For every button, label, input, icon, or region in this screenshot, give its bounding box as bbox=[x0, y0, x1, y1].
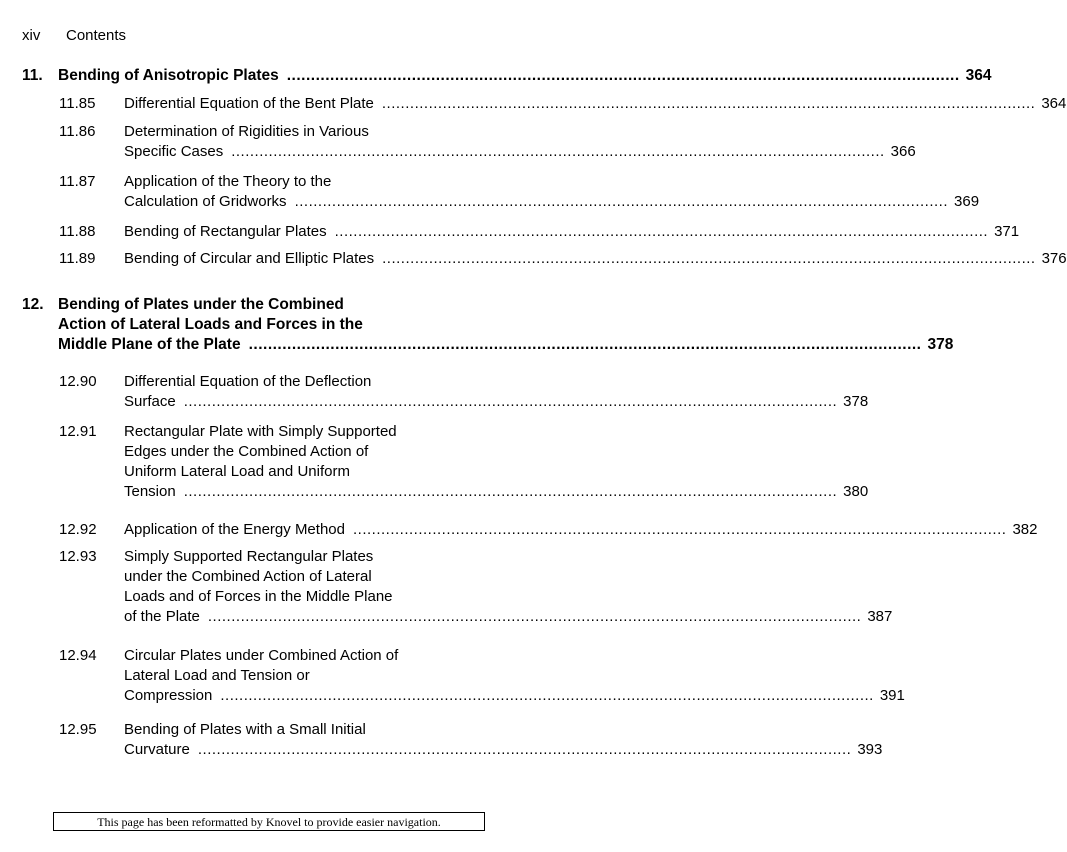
page-number: 366 bbox=[890, 142, 916, 160]
section-title-last-line bbox=[124, 142, 916, 160]
section-number: 11.87 bbox=[59, 173, 96, 190]
section-title-line: of the Plate bbox=[124, 607, 200, 625]
section-title-line: Loads and of Forces in the Middle Plane bbox=[124, 587, 393, 605]
section-number: 12.93 bbox=[59, 548, 97, 565]
section-title-line: Edges under the Combined Action of bbox=[124, 442, 369, 460]
page-number: 364 bbox=[965, 67, 992, 84]
section-title-line: Calculation of Gridworks bbox=[124, 192, 287, 210]
section-title-line: Differential Equation of the Deflection bbox=[124, 373, 372, 390]
page-number: 369 bbox=[954, 192, 980, 210]
dot-leader: ............................................................................................................................................ bbox=[352, 521, 1007, 538]
section-title-line: Compression bbox=[124, 686, 213, 704]
section-title-line: Determination of Rigidities in Various bbox=[124, 123, 369, 140]
section-title-line: Tension bbox=[124, 482, 176, 500]
section-number: 11.88 bbox=[59, 223, 96, 240]
section-title-line: Circular Plates under Combined Action of bbox=[124, 647, 399, 664]
section-title-line: Rectangular Plate with Simply Supported bbox=[124, 423, 397, 440]
section-number: 11.86 bbox=[59, 123, 96, 140]
chapter-number: 12. bbox=[22, 296, 44, 313]
page-number-roman: xiv bbox=[22, 27, 41, 44]
section-title-last-line bbox=[124, 392, 869, 410]
dot-leader: ............................................................................................................................................ bbox=[231, 142, 885, 160]
section-title-line: Differential Equation of the Bent Plate bbox=[124, 95, 374, 112]
section-title-line: Application of the Theory to the bbox=[124, 173, 332, 190]
section-title-line: Uniform Lateral Load and Uniform bbox=[124, 462, 350, 480]
section-number: 12.91 bbox=[59, 423, 97, 440]
section-title-last-line bbox=[124, 482, 869, 500]
dot-leader: ............................................................................................................................................ bbox=[294, 192, 949, 210]
section-title-last-line bbox=[124, 223, 1020, 240]
section-title-last-line bbox=[124, 521, 1038, 538]
section-number: 11.85 bbox=[59, 95, 96, 112]
section-number: 12.94 bbox=[59, 647, 97, 664]
section-title-last-line bbox=[124, 607, 893, 625]
page-number: 393 bbox=[857, 740, 883, 758]
knovel-reformat-note: This page has been reformatted by Knovel to provide easier navigation. bbox=[53, 812, 485, 831]
dot-leader: ............................................................................................................................................ bbox=[183, 392, 838, 410]
page-number: 371 bbox=[994, 223, 1020, 240]
section-title-line: Bending of Rectangular Plates bbox=[124, 223, 327, 240]
page-number: 380 bbox=[843, 482, 869, 500]
section-number: 12.92 bbox=[59, 521, 97, 538]
section-number: 12.95 bbox=[59, 721, 97, 738]
section-title-line: Bending of Plates with a Small Initial bbox=[124, 721, 366, 738]
chapter-number: 11. bbox=[22, 67, 43, 84]
page-number: 364 bbox=[1041, 95, 1067, 112]
page-number: 378 bbox=[843, 392, 869, 410]
chapter-title-last-line bbox=[58, 335, 954, 354]
chapter-title-line: Action of Lateral Loads and Forces in the bbox=[58, 315, 363, 333]
chapter-title-line: Bending of Plates under the Combined bbox=[58, 296, 344, 313]
page-number: 391 bbox=[879, 686, 905, 704]
page-number: 376 bbox=[1041, 250, 1067, 267]
chapter-title-last-line bbox=[58, 67, 992, 85]
dot-leader: ............................................................................................................................................ bbox=[248, 335, 922, 353]
dot-leader: ............................................................................................................................................ bbox=[197, 740, 852, 758]
page-header bbox=[22, 27, 126, 44]
dot-leader: ............................................................................................................................................ bbox=[220, 686, 874, 704]
dot-leader: ............................................................................................................................................ bbox=[382, 250, 1036, 267]
section-title-line: Bending of Circular and Elliptic Plates bbox=[124, 250, 375, 267]
dot-leader: ............................................................................................................................................ bbox=[207, 607, 862, 625]
page-header-title: Contents bbox=[66, 27, 127, 44]
chapter-title-line: Bending of Anisotropic Plates bbox=[58, 67, 279, 84]
section-number: 12.90 bbox=[59, 373, 97, 390]
section-title-last-line bbox=[124, 740, 883, 758]
page-number: 387 bbox=[867, 607, 893, 625]
section-title-last-line bbox=[124, 95, 1067, 112]
section-title-last-line bbox=[124, 250, 1067, 267]
dot-leader: ............................................................................................................................................ bbox=[183, 482, 838, 500]
dot-leader: ............................................................................................................................................ bbox=[334, 223, 989, 240]
section-title-line: Lateral Load and Tension or bbox=[124, 666, 310, 684]
section-title-line: Surface bbox=[124, 392, 176, 410]
dot-leader: ............................................................................................................................................ bbox=[286, 67, 960, 84]
section-title-last-line bbox=[124, 686, 905, 704]
dot-leader: ............................................................................................................................................ bbox=[381, 95, 1036, 112]
section-number: 11.89 bbox=[59, 250, 96, 267]
section-title-last-line bbox=[124, 192, 980, 210]
section-title-line: under the Combined Action of Lateral bbox=[124, 567, 372, 585]
section-title-line: Simply Supported Rectangular Plates bbox=[124, 548, 374, 565]
section-title-line: Specific Cases bbox=[124, 142, 224, 160]
page-number: 378 bbox=[927, 335, 954, 353]
chapter-title-line: Middle Plane of the Plate bbox=[58, 335, 241, 353]
section-title-line: Application of the Energy Method bbox=[124, 521, 345, 538]
section-title-line: Curvature bbox=[124, 740, 190, 758]
page-number: 382 bbox=[1012, 521, 1038, 538]
